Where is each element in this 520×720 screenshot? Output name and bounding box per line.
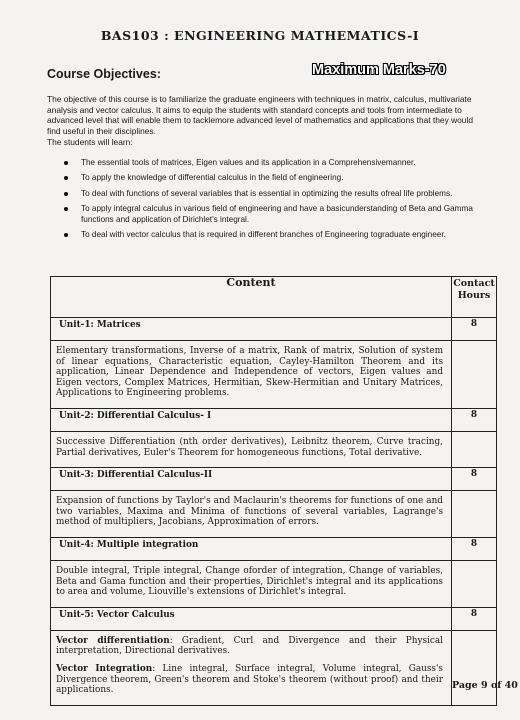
list-item-text: To deal with functions of several variables that is essential in optimizing the results ofreal life problems. (81, 188, 453, 198)
empty-cell (452, 630, 497, 705)
table-row (51, 560, 497, 607)
unit-title: Unit-1: Matrices (51, 318, 452, 341)
table-row (51, 408, 497, 431)
vector-differentiation-label: Vector differentiation (56, 635, 170, 646)
objectives-heading: Course Objectives: (47, 67, 161, 81)
bullet-icon (64, 176, 68, 180)
list-item (62, 230, 482, 240)
bullet-icon (64, 192, 68, 196)
empty-cell (452, 341, 497, 409)
list-item-text: To deal with vector calculus that is required in different branches of Engineering tograduate engineer. (81, 230, 446, 240)
vector-differentiation-paragraph (56, 636, 443, 657)
list-item (62, 204, 482, 225)
unit-content: Elementary transformations, Inverse of a matrix, Rank of matrix, Solution of system of linear equations, Characteristic equation, Cayley-Hamilton Theorem and its application, Linear Dependence and Independence of vectors, Eigen values and Eigen vectors, Complex Matrices, Hermitian, Skew-Hermitian and Unitary Matrices, Applications to Engineering problems. (51, 341, 452, 409)
vector-integration-label: Vector Integration (56, 663, 153, 674)
list-item-text: To apply the knowledge of differential calculus in the field of engineering. (81, 173, 344, 183)
empty-cell (452, 560, 497, 607)
page-title: BAS103 : ENGINEERING MATHEMATICS-I (100, 28, 420, 43)
max-marks-label: Maximum Marks-70 (312, 62, 446, 78)
empty-cell (452, 431, 497, 467)
table-row (51, 537, 497, 560)
unit-hours: 8 (452, 607, 497, 630)
empty-cell (452, 491, 497, 538)
unit-hours: 8 (452, 537, 497, 560)
unit-content: Successive Differentiation (nth order derivatives), Leibnitz theorem, Curve tracing, Partial derivatives, Euler's Theorem for homogeneous functions, Total derivative. (51, 431, 452, 467)
bullet-icon (64, 233, 68, 237)
unit-content (51, 630, 452, 705)
list-item (62, 158, 482, 168)
unit-content: Expansion of functions by Taylor's and Maclaurin's theorems for functions of one and two variables, Maxima and Minima of functions of several variables, Lagrange's method of multipliers, Jacobians, Approximation of errors. (51, 491, 452, 538)
unit-title: Unit-3: Differential Calculus-II (51, 468, 452, 491)
will-learn-label: The students will learn: (47, 137, 133, 147)
hours-column-header: Contact Hours (452, 277, 497, 318)
table-row (51, 630, 497, 705)
table-row (51, 318, 497, 341)
bullet-icon (64, 161, 68, 165)
unit-title: Unit-2: Differential Calculus- I (51, 408, 452, 431)
list-item-text: To apply integral calculus in various field of engineering and have a basicunderstanding of Beta and Gamma functions and application of Dirichlet's integral. (81, 204, 473, 224)
unit-hours: 8 (452, 468, 497, 491)
vector-integration-text: : Line integral, Surface integral, Volume integral, Gauss's Divergence theorem, Green's theorem and Stoke's theorem (without proof) and their applications. (56, 663, 443, 696)
unit-title: Unit-5: Vector Calculus (51, 607, 452, 630)
bullet-icon (64, 207, 68, 211)
list-item-text: The essential tools of matrices, Eigen values and its application in a Comprehensivemanner. (81, 158, 416, 167)
list-item (62, 189, 482, 199)
table-row (51, 491, 497, 538)
vector-integration-paragraph (56, 664, 443, 696)
table-row (51, 431, 497, 467)
table-header-row (51, 277, 497, 318)
vector-differentiation-text: : Gradient, Curl and Divergence and their Physical interpretation, Directional derivatives. (56, 635, 443, 657)
table-row (51, 468, 497, 491)
page-number: Page 9 of 40 (452, 680, 518, 691)
table-row (51, 607, 497, 630)
table-row (51, 341, 497, 409)
intro-paragraph: The objective of this course is to familiarize the graduate engineers with techniques in matrix, calculus, multivariate analysis and vector calculus. It aims to equip the students with standard concepts and tools from intermediate to advanced level that will enable them to tacklemore advanced level of mathematics and applications that they would find useful in their disciplines. (47, 94, 473, 136)
unit-hours: 8 (452, 408, 497, 431)
unit-hours: 8 (452, 318, 497, 341)
list-item (62, 173, 482, 183)
unit-content: Double integral, Triple integral, Change oforder of integration, Change of variables, Beta and Gama function and their properties, Dirichlet's integral and its applications to area and volume, Liouville's extensions of Dirichlet's integral. (51, 560, 452, 607)
syllabus-table (50, 276, 497, 706)
objectives-list (62, 158, 482, 245)
content-column-header: Content (51, 277, 452, 318)
unit-title: Unit-4: Multiple integration (51, 537, 452, 560)
